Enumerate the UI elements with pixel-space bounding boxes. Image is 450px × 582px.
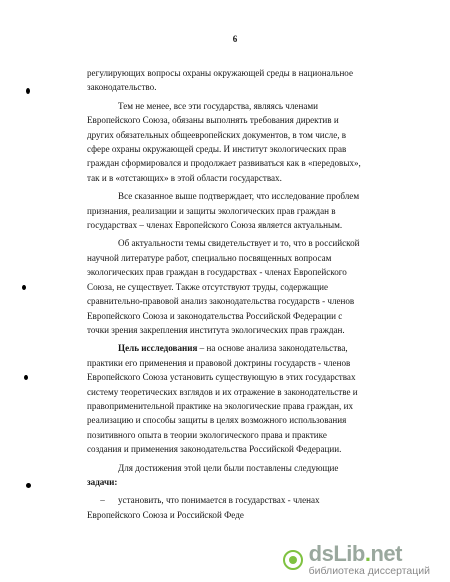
dash-bullet: – bbox=[100, 495, 105, 506]
paragraph-1: регулирующих вопросы охраны окружающей среды в национальное законодательство. bbox=[87, 68, 354, 93]
paragraph-4: Об актуальности темы свидетельствует и то, что в российской научной литературе работ, специально посвященных вопросам экологических прав граждан в государствах - членах Европейского Союза, не существует. Также отсутствуют труды, содержащие сравнительно-правовой анализ законодательства государств - членов Европейского Союза и законодательства Российской Федерации с точки зрения закрепления института экологических прав граждан. bbox=[87, 238, 360, 335]
watermark-brand: dsLib.net bbox=[308, 541, 402, 567]
dslib-watermark bbox=[279, 541, 430, 578]
paragraph-7: – установить, что понимается в государствах - членах Европейского Союза и Российской Феде bbox=[87, 495, 320, 520]
document-body bbox=[87, 66, 387, 522]
paragraph-5: Цель исследования – на основе анализа законодательства, практики его применения и правовой доктрины государств - членов Европейского Союза установить существующую в этих государствах систему теоретических взглядов и их отражение в законодательстве и правоприменительной практике на экологические права граждан, их реализацию и способы защиты в целях возможного использования позитивного опыта в теории экологического права и практике создания и применения законодательства Российской Федерации. bbox=[87, 343, 358, 455]
paragraph-6: Для достижения этой цели были поставлены следующие задачи: bbox=[87, 462, 339, 487]
scan-speck bbox=[24, 375, 28, 380]
watermark-tagline: библиотека диссертаций bbox=[308, 565, 430, 578]
scan-speck bbox=[26, 483, 31, 488]
paragraph-3: Все сказанное выше подтверждает, что исследование проблем признания, реализации и защиты экологических прав граждан в государствах – членах Европейского Союза является актуальным. bbox=[87, 191, 360, 231]
tasks-heading: задачи: bbox=[87, 476, 118, 487]
page-number: 6 bbox=[232, 34, 238, 44]
scan-speck bbox=[26, 88, 30, 94]
dslib-logo-icon bbox=[283, 550, 303, 570]
goal-heading: Цель исследования bbox=[118, 343, 198, 354]
scan-speck bbox=[22, 285, 26, 290]
paragraph-2: Тем не менее, все эти государства, являясь членами Европейского Союза, обязаны выполнять требования директив и других обязательных общеевропейских документов, в том числе, в сфере охраны окружающей среды. И институт экологических прав граждан сформировался и продолжает развиваться как в «передовых», так и в «отстающих» в этой области государствах. bbox=[87, 100, 361, 183]
